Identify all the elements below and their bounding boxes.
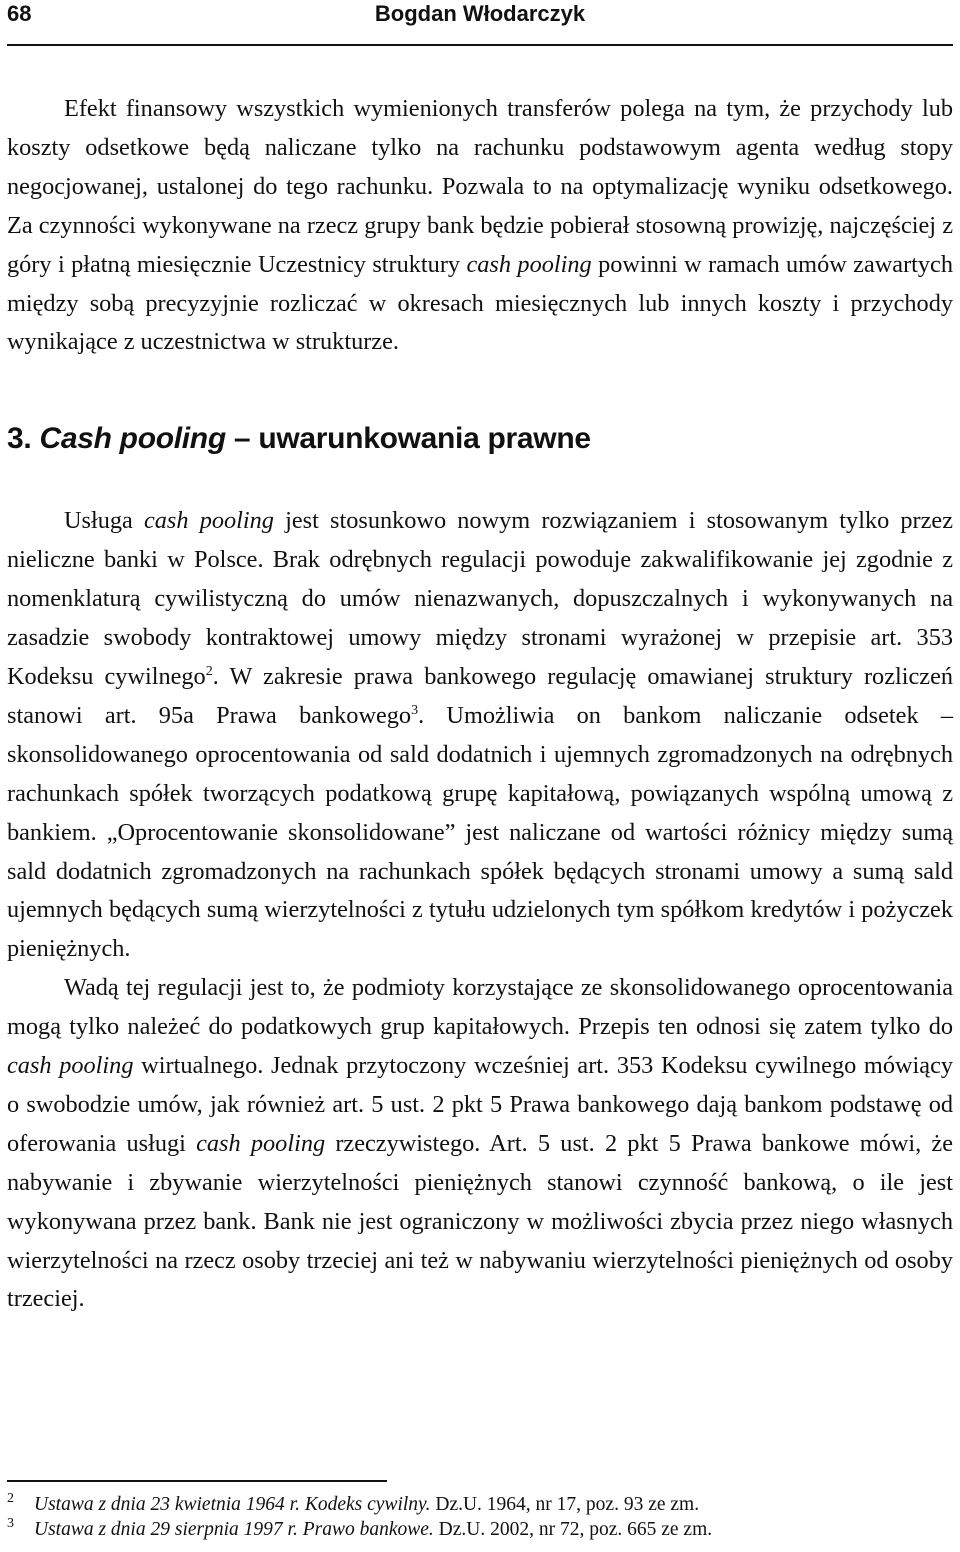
footnote-number: 2 (7, 1491, 14, 1506)
paragraph-2-text-b: jest stosunkowo nowym rozwiązaniem i stosowanym tylko przez nieliczne banki w Polsce. Brak odrębnych regulacji powoduje zakwalifikowanie jej zgodnie z nomenklaturą cywilistyczną do umów nienazwanych, dopuszczalnych i wykonywanych na zasadzie swobody kontraktowej umowy między stronami wyrażonej w przepisie art. 353 Kodeksu cywilnego (7, 507, 953, 690)
paragraph-1 (7, 90, 953, 362)
running-head-author: Bogdan Włodarczyk (374, 1, 586, 26)
paragraph-3-text-a: Wadą tej regulacji jest to, że podmioty korzystające ze skonsolidowanego oprocentowania mogą tylko należeć do podatkowych grup kapitałowych. Przepis ten odnosi się zatem tylko do (7, 974, 953, 1041)
paragraph-2 (7, 502, 953, 969)
section-number: 3. (7, 422, 32, 456)
footnote-2 (7, 1492, 953, 1517)
footnote-divider (7, 1480, 387, 1482)
footnote-ref-2[interactable]: 2 (205, 663, 213, 679)
footnotes (7, 1492, 953, 1542)
page-header (7, 0, 953, 46)
paragraph-1-term-cash-pooling: cash pooling (466, 250, 592, 278)
paragraph-1-text-b: powinni w ramach umów zawartych między sobą precyzyjnie rozliczać w okresach miesięcznych lub innych koszty i przychody wynikające z uczestnictwa w strukturze. (7, 250, 953, 356)
footnote-citation-rest: Dz.U. 2002, nr 72, poz. 665 ze zm. (433, 1519, 713, 1540)
paragraph-1-text-a: Efekt finansowy wszystkich wymienionych transferów polega na tym, że przychody lub koszty odsetkowe będą naliczane tylko na rachunku podstawowym agenta według stopy negocjowanej, ustalonej do tego rachunku. Pozwala to na optymalizację wyniku odsetkowego. Za czynności wykonywane na rzecz grupy bank będzie pobierał stosowną prowizję, najczęściej z góry i płatną miesięcznie Uczestnicy struktury (7, 95, 953, 278)
paragraph-3-term-cash-pooling-1: cash pooling (7, 1052, 134, 1080)
footnote-citation-italic: Ustawa z dnia 29 sierpnia 1997 r. Prawo bankowe. (34, 1519, 434, 1540)
footnote-number: 3 (7, 1516, 14, 1531)
section-title-rest: – uwarunkowania prawne (233, 422, 591, 456)
paragraph-3-text-b: wirtualnego. Jednak przytoczony wcześniej art. 353 Kodeksu cywilnego mówiący o swobodzie umów, jak również art. 5 ust. 2 pkt 5 Prawa bankowego dają bankom podstawę od oferowania usługi (7, 1052, 953, 1157)
footnote-3 (7, 1517, 953, 1542)
paragraph-3-text-c: rzeczywistego. Art. 5 ust. 2 pkt 5 Prawa bankowe mówi, że nabywanie i zbywanie wierzytelności pieniężnych stanowi czynność bankową, o ile jest wykonywana przez bank. Bank nie jest ograniczony w możliwości zbycia przez niego własnych wierzytelności na rzecz osoby trzeciej ani też w nabywaniu wierzytelności pieniężnych od osoby trzeciej. (7, 1129, 954, 1313)
section-heading (7, 421, 953, 457)
paragraph-2-text-d: . Umożliwia on bankom naliczanie odsetek – skonsolidowanego oprocentowania od sald dodatnich i ujemnych zgromadzonych na odrębnych rachunkach spółek tworzących podatkową grupę kapitałową, powiązanych wspólną umową z bankiem. „Oprocentowanie skonsolidowane” jest naliczane od wartości różnicy między sumą sald dodatnich zgromadzonych na rachunkach spółek będących stronami umowy a sumą sald ujemnych będących sumą wierzytelności z tytułu udzielonych tym spółkom kredytów i pożyczek pieniężnych. (7, 701, 953, 963)
paragraph-2-text-c: . W zakresie prawa bankowego regulację omawianej struktury rozliczeń stanowi art. 95a Prawa bankowego (7, 662, 953, 729)
paragraph-3 (7, 969, 953, 1319)
footnote-citation-rest: Dz.U. 1964, nr 17, poz. 93 ze zm. (430, 1494, 700, 1515)
page-number: 68 (7, 1, 32, 26)
section-title-italic: Cash pooling (39, 422, 226, 456)
paragraph-2-text-a: Usługa (64, 507, 144, 535)
paragraph-2-term-cash-pooling: cash pooling (144, 507, 274, 535)
footnote-citation-italic: Ustawa z dnia 23 kwietnia 1964 r. Kodeks cywilny. (34, 1494, 431, 1515)
paragraph-3-term-cash-pooling-2: cash pooling (196, 1129, 326, 1157)
footnote-ref-3[interactable]: 3 (411, 702, 419, 718)
